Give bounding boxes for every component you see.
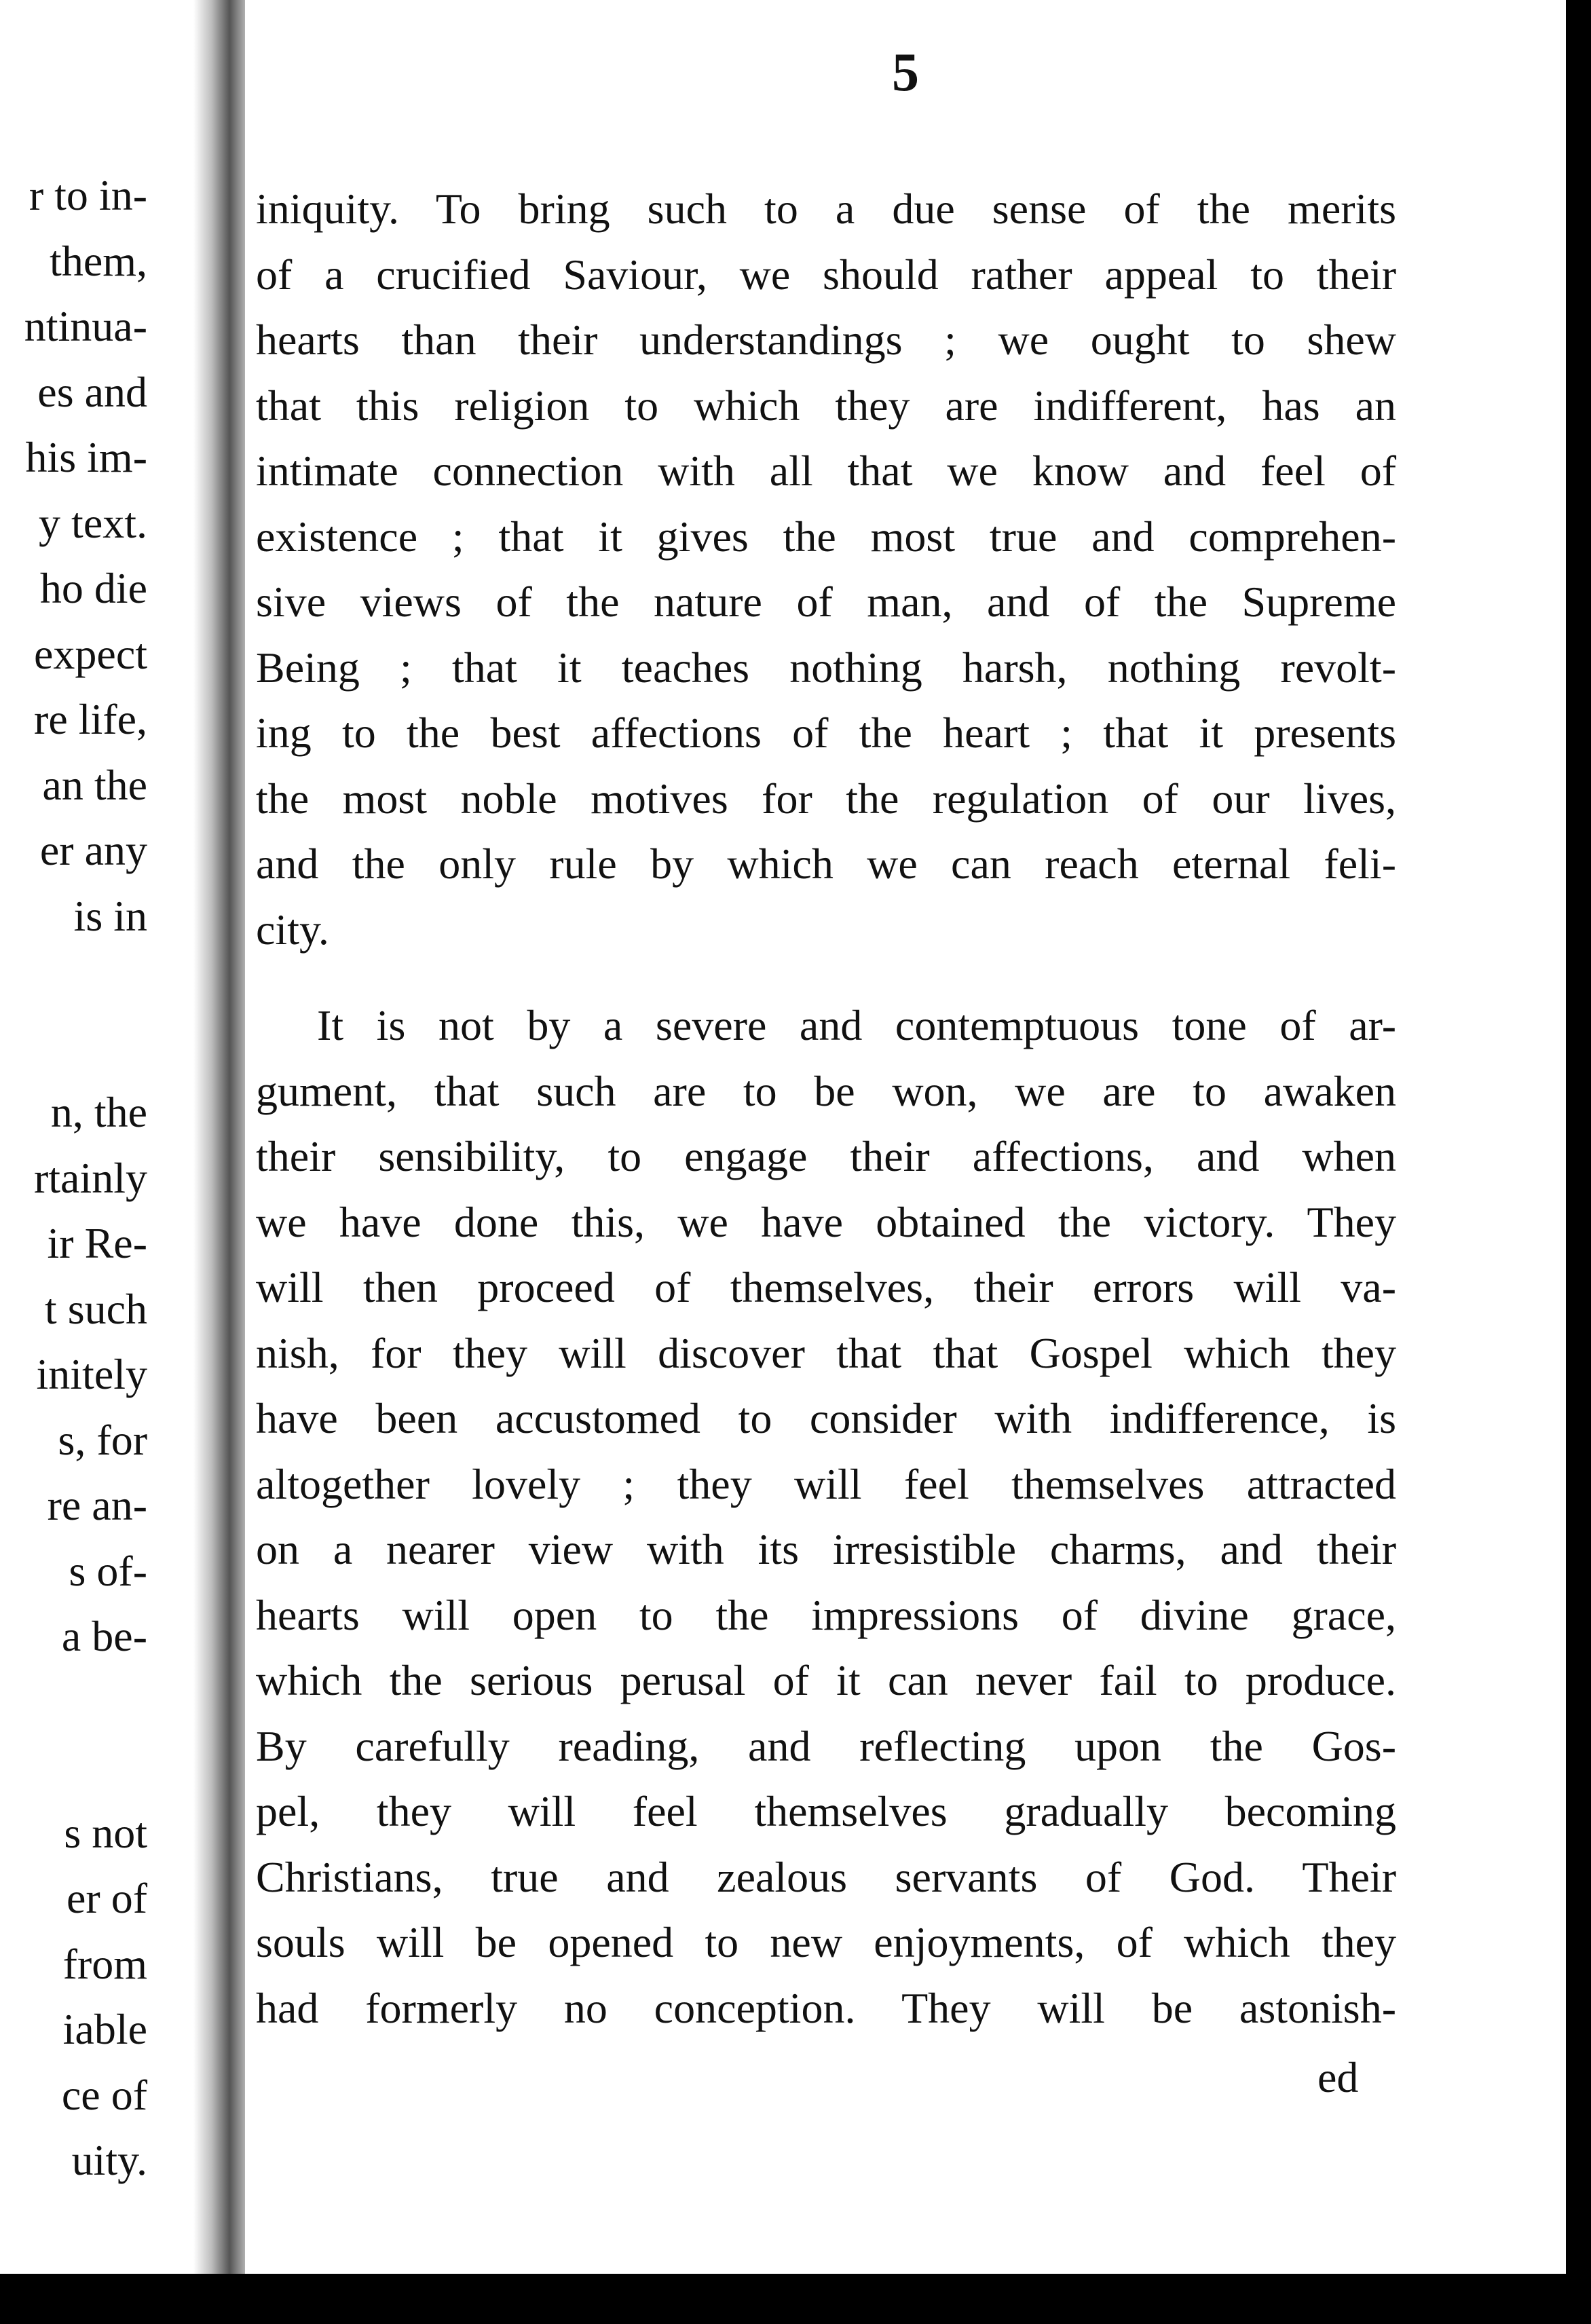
facing-page-line: es and [37,367,147,416]
facing-page-line: r to in- [29,171,147,219]
text-line: iniquity. To bring such to a due sense of the merits [256,185,1396,233]
facing-page-line: iable [62,2005,147,2053]
catchword: ed [1317,2053,1359,2101]
facing-page-line: er any [39,826,147,874]
facing-page-line: ce of [61,2070,147,2119]
facing-page-line: n, the [50,1088,147,1136]
facing-page-line: his im- [25,433,147,481]
text-line: their sensibility, to engage their affections, and when [256,1132,1396,1180]
text-line: It is not by a severe and contemptuous tone of ar- [317,1001,1396,1049]
facing-page-line: ntinua- [24,302,147,350]
facing-page-line: ir Re- [47,1219,147,1267]
book-gutter [193,0,245,2324]
text-line: have been accustomed to consider with indifference, is [256,1394,1396,1442]
scan-border-right [1566,0,1591,2324]
facing-page-line: uity. [71,2136,147,2184]
facing-page-left [0,0,193,2324]
facing-page-line: t such [44,1284,147,1333]
facing-page-line [24,1670,147,1736]
text-line: the most noble motives for the regulation of our lives, [256,774,1396,823]
text-line: existence ; that it gives the most true and comprehen- [256,512,1396,561]
text-line: souls will be opened to new enjoyments, of which they [256,1918,1396,1966]
text-line: Being ; that it teaches nothing harsh, nothing revolt- [256,643,1396,692]
facing-page-line: er of [66,1874,147,1922]
facing-page-line: from [62,1939,147,1988]
text-line: gument, that such are to be won, we are to awaken [256,1066,1396,1115]
facing-page-line: s, for [58,1415,147,1464]
text-line: city. [256,905,329,954]
facing-page-line [24,1735,147,1801]
text-line: ing to the best affections of the heart ; that it presents [256,709,1396,757]
page-number: 5 [892,43,919,102]
text-line: hearts than their understandings ; we ought to shew [256,316,1396,364]
main-page [245,0,1566,2274]
facing-page-text [24,163,147,2194]
text-line: sive views of the nature of man, and of the Supreme [256,578,1396,626]
facing-page-line: re life, [34,695,147,743]
text-line: which the serious perusal of it can never fail to produce. [256,1656,1396,1704]
paragraph-2 [256,993,1396,2041]
facing-page-line: re an- [47,1481,147,1529]
facing-page-line: expect [34,629,147,678]
facing-page-line: ho die [39,564,147,612]
text-line: hearts will open to the impressions of divine grace, [256,1590,1396,1639]
facing-page-line: an the [42,760,147,809]
text-line: pel, they will feel themselves gradually becoming [256,1787,1396,1835]
paragraph-1 [256,176,1396,962]
text-line: that this religion to which they are indifferent, has an [256,381,1396,430]
text-line: had formerly no conception. They will be astonish- [256,1983,1396,2032]
text-line: and the only rule by which we can reach eternal feli- [256,840,1396,888]
text-line: of a crucified Saviour, we should rather appeal to their [256,250,1396,299]
facing-page-line: s not [64,1808,147,1857]
text-line: we have done this, we have obtained the victory. They [256,1197,1396,1246]
text-line: altogether lovely ; they will feel themselves attracted [256,1459,1396,1508]
facing-page-line [24,1015,147,1081]
facing-page-line: a be- [61,1612,147,1660]
facing-page-line: y text. [39,498,147,547]
facing-page-line: s of- [69,1546,147,1595]
text-line: By carefully reading, and reflecting upon the Gos- [256,1721,1396,1770]
scan-border-bottom [0,2274,1591,2324]
text-line: Christians, true and zealous servants of God. Their [256,1852,1396,1901]
text-line: will then proceed of themselves, their errors will va- [256,1263,1396,1311]
text-line: intimate connection with all that we know and feel of [256,447,1396,495]
text-line: on a nearer view with its irresistible charms, and their [256,1525,1396,1573]
facing-page-line: is in [73,891,147,940]
text-line: nish, for they will discover that that Gospel which they [256,1328,1396,1377]
facing-page-line: them, [50,236,147,285]
facing-page-line [24,949,147,1015]
facing-page-line: initely [36,1350,147,1398]
facing-page-line: rtainly [33,1153,147,1202]
